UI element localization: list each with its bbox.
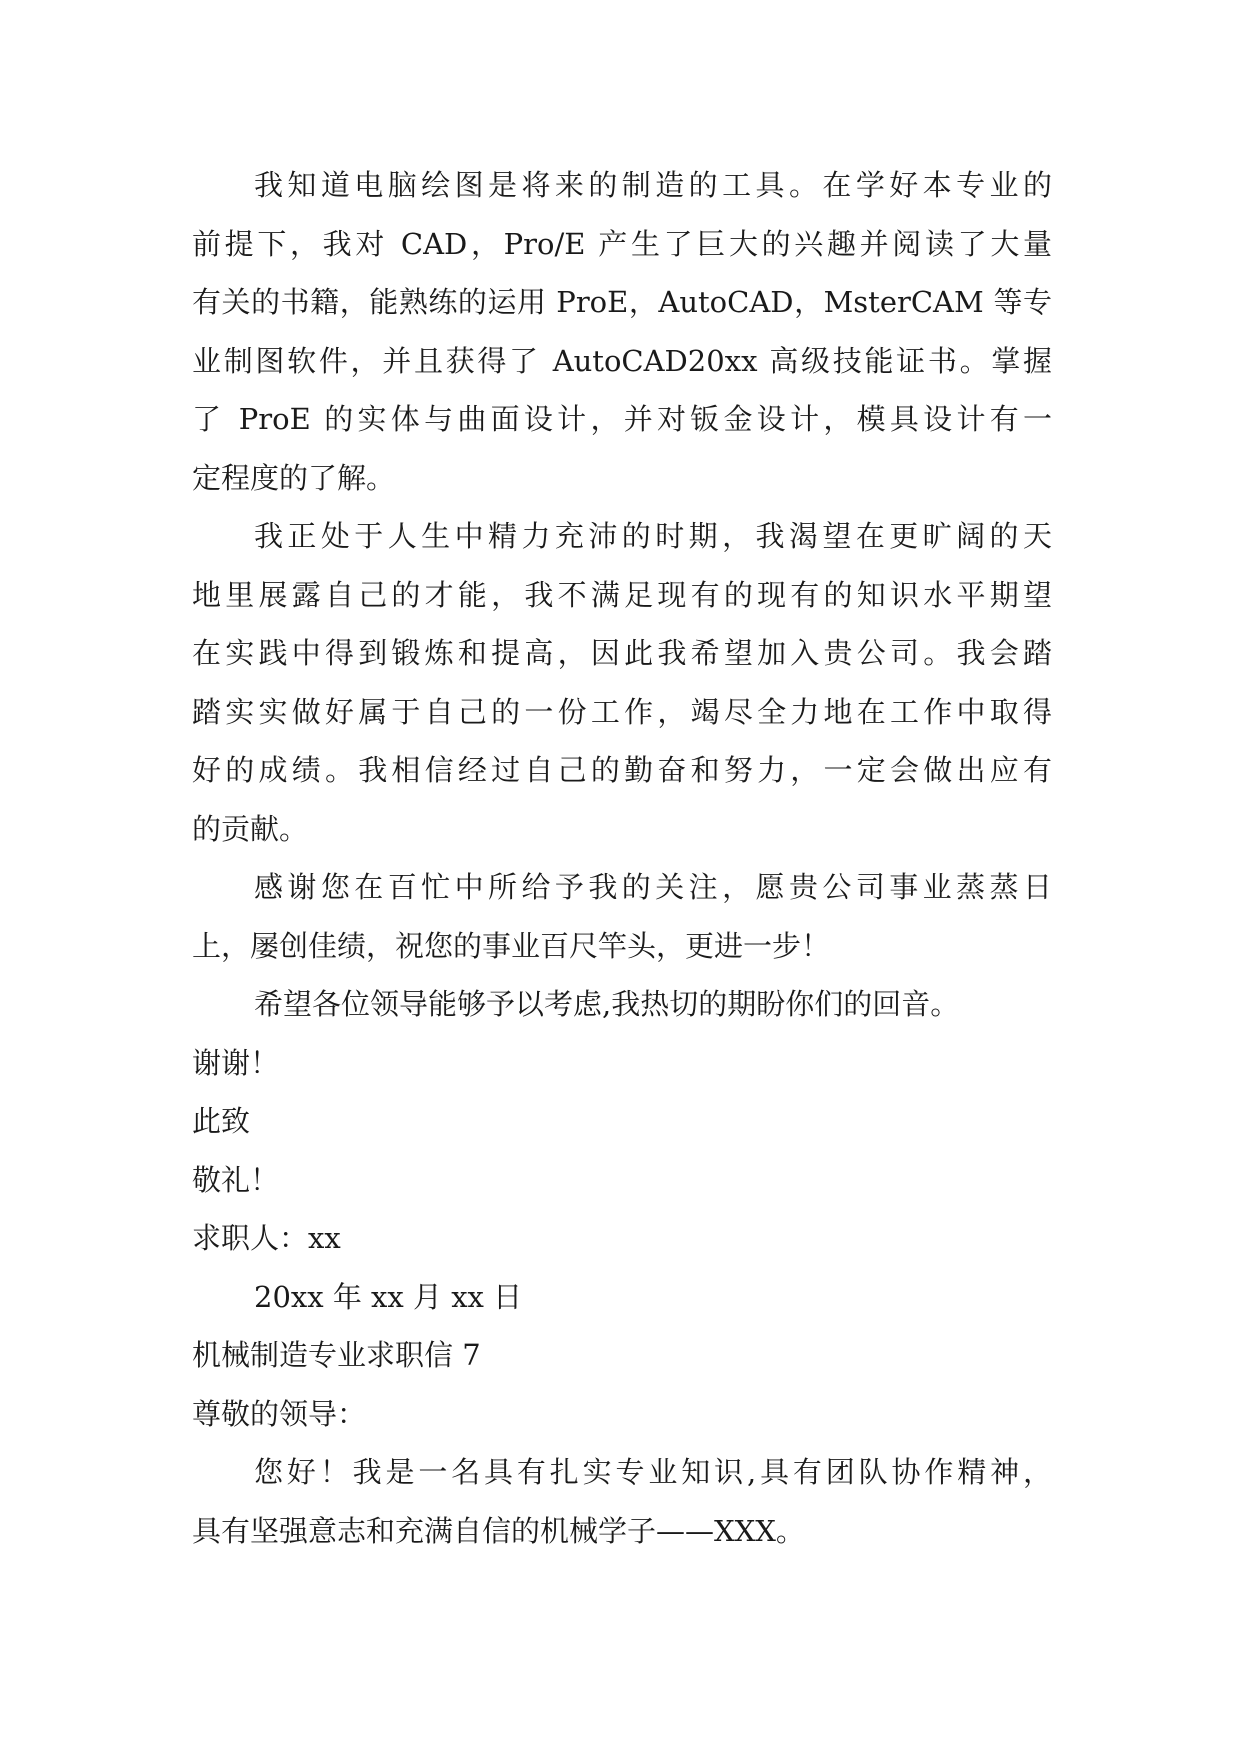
paragraph-line: 谢谢！ (192, 1045, 280, 1080)
paragraph-line: 业制图软件，并且获得了 AutoCAD20xx 高级技能证书。掌握 (192, 343, 1052, 378)
paragraph-line: 踏实实做好属于自己的一份工作，竭尽全力地在工作中取得 (192, 694, 1052, 729)
paragraph-line: 具有坚强意志和充满自信的机械学子——XXX。 (192, 1513, 805, 1548)
paragraph-line: 有关的书籍，能熟练的运用 ProE，AutoCAD，MsterCAM 等专 (192, 285, 1052, 319)
paragraph-line: 定程度的了解。 (192, 460, 396, 495)
signature: 求职人：xx (192, 1221, 341, 1255)
salutation: 尊敬的领导： (192, 1396, 367, 1431)
closing-greeting: 此致 (192, 1104, 251, 1138)
section-title: 机械制造专业求职信 7 (192, 1338, 481, 1372)
paragraph-line: 的贡献。 (192, 811, 309, 846)
paragraph-line: 好的成绩。我相信经过自己的勤奋和努力，一定会做出应有 (192, 753, 1052, 787)
letter-body (192, 156, 1052, 1560)
paragraph-line: 感谢您在百忙中所给予我的关注，愿贵公司事业蒸蒸日 (254, 870, 1052, 904)
paragraph-line: 您好！我是一名具有扎实专业知识,具有团队协作精神， (254, 1455, 1052, 1489)
closing-salute: 敬礼！ (192, 1162, 280, 1197)
paragraph-line: 前提下，我对 CAD，Pro/E 产生了巨大的兴趣并阅读了大量 (192, 226, 1052, 261)
paragraph-line: 我知道电脑绘图是将来的制造的工具。在学好本专业的 (254, 168, 1052, 202)
paragraph-line: 希望各位领导能够予以考虑,我热切的期盼你们的回音。 (254, 987, 960, 1021)
paragraph-line: 上，屡创佳绩，祝您的事业百尺竿头，更进一步！ (192, 928, 831, 963)
paragraph-line: 在实践中得到锻炼和提高，因此我希望加入贵公司。我会踏 (192, 636, 1052, 670)
paragraph-line: 了 ProE 的实体与曲面设计，并对钣金设计，模具设计有一 (192, 402, 1052, 436)
paragraph-line: 我正处于人生中精力充沛的时期，我渴望在更旷阔的天 (254, 519, 1052, 553)
letter-date: 20xx 年 xx 月 xx 日 (254, 1279, 523, 1314)
paragraph-line: 地里展露自己的才能，我不满足现有的现有的知识水平期望 (192, 577, 1052, 612)
